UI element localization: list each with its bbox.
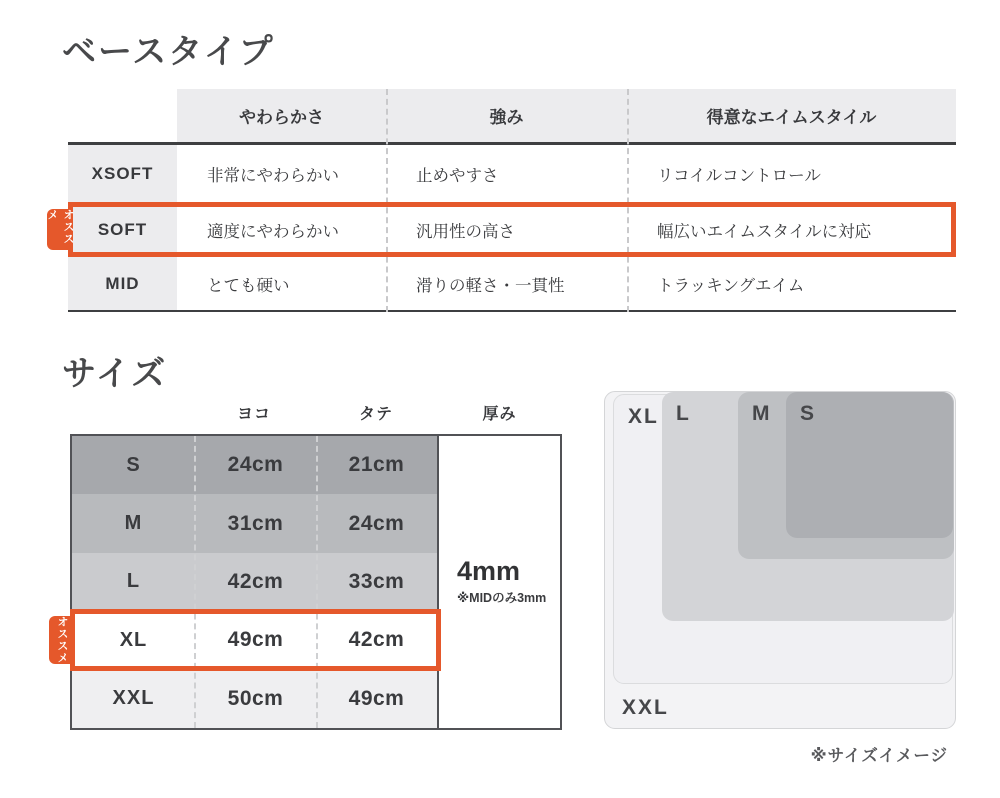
mid-strength: 滑りの軽さ・一貫性 (416, 276, 565, 295)
recommend-tab-label: オススメ (56, 616, 68, 664)
recommended-highlight-soft (46, 202, 956, 257)
table-row-mid (68, 257, 956, 310)
table-row-xsoft (68, 145, 956, 202)
size-table (56, 434, 562, 730)
size-diagram-label-l: L (676, 402, 691, 425)
size-row-m (72, 494, 437, 552)
size-image-note: ※サイズイメージ (810, 747, 948, 765)
size-xxl-width: 50cm (227, 686, 284, 710)
size-row-s (72, 436, 437, 494)
column-header-strength: 強み (386, 89, 627, 142)
size-l-width: 42cm (227, 569, 284, 593)
base-type-table (46, 89, 956, 312)
size-label-s: S (126, 453, 141, 476)
size-diagram-label-m: M (752, 402, 772, 425)
size-label-xxl: XXL (112, 687, 155, 710)
thickness-value: 4mm (457, 556, 521, 586)
size-xl-height: 42cm (348, 628, 405, 652)
size-xl-width: 49cm (227, 628, 284, 652)
size-s-width: 24cm (227, 453, 284, 477)
size-title: サイズ (62, 355, 168, 393)
size-label-l: L (126, 570, 141, 593)
thickness-note: ※MIDのみ3mm (457, 591, 547, 605)
size-label-m: M (124, 512, 143, 535)
size-diagram (604, 391, 956, 729)
base-type-header-row (68, 89, 956, 142)
soft-aim-style: 幅広いエイムスタイルに対応 (657, 222, 872, 241)
thickness-cell (437, 436, 560, 728)
column-header-softness: やわらかさ (177, 89, 386, 142)
soft-strength: 汎用性の高さ (416, 222, 515, 241)
table-bottom-line (68, 310, 956, 312)
size-diagram-rect-s (786, 392, 953, 538)
row-label-soft: SOFT (68, 202, 177, 257)
size-row-xxl (72, 670, 437, 728)
recommended-highlight-xl (56, 609, 441, 671)
size-diagram-label-xl: XL (628, 405, 659, 428)
size-xxl-height: 49cm (348, 686, 405, 710)
row-label-mid: MID (68, 257, 177, 310)
mid-softness: とても硬い (207, 276, 290, 295)
recommend-tab-size (49, 616, 75, 664)
size-diagram-label-xxl: XXL (622, 696, 669, 719)
xsoft-aim-style: リコイルコントロール (657, 166, 821, 185)
size-l-height: 33cm (348, 569, 405, 593)
column-header-aim-style: 得意なエイムスタイル (627, 89, 956, 142)
size-m-width: 31cm (227, 511, 284, 535)
recommend-tab-label: オススメ (46, 209, 74, 245)
size-row-l (72, 553, 437, 611)
size-column-header-width: ヨコ (236, 406, 271, 423)
size-diagram-label-s: S (800, 402, 817, 425)
recommend-tab-base (47, 209, 73, 250)
soft-softness: 適度にやわらかい (207, 222, 339, 241)
size-column-header-thickness: 厚み (482, 406, 517, 423)
xsoft-softness: 非常にやわらかい (207, 166, 339, 185)
base-type-header-corner (68, 89, 177, 142)
size-label-xl: XL (119, 628, 148, 651)
mid-aim-style: トラッキングエイム (657, 276, 805, 295)
size-table-rows (72, 436, 437, 728)
xsoft-strength: 止めやすさ (416, 166, 499, 185)
base-type-title: ベースタイプ (62, 33, 275, 71)
size-m-height: 24cm (348, 511, 405, 535)
size-s-height: 21cm (348, 453, 405, 477)
size-column-header-height: タテ (358, 406, 393, 423)
row-label-xsoft: XSOFT (68, 145, 177, 202)
